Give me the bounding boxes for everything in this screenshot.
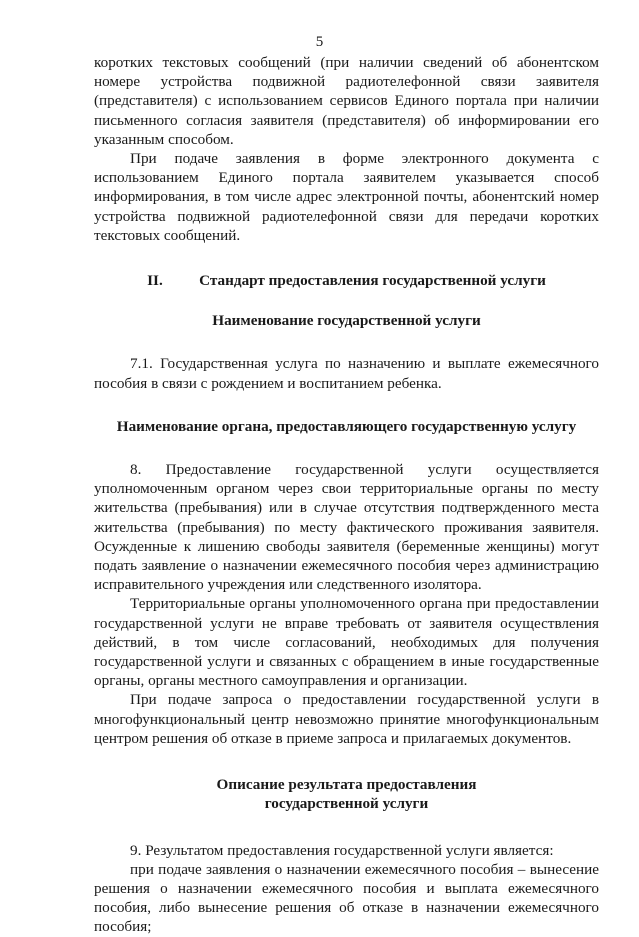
paragraph-9: 9. Результатом предоставления государственной услуги является: [130,841,554,859]
heading-result-line-2: государственной услуги [264,795,429,813]
paragraph-sms-continuation: коротких текстовых сообщений (при наличии сведений об абонентском номере устройства подвижной радиотелефонной связи заявителя (представителя) с использованием сервисов Единого портала при наличии письменного согласия заявителя (представителя) об информировании его указанным способом. [94,54,599,148]
section-number: II. [147,272,163,290]
heading-result [94,775,599,813]
paragraph-7-1: 7.1. Государственная услуга по назначению и выплате ежемесячного пособия в связи с рождением и воспитанием ребенка. [94,355,599,392]
heading-service-name: Наименование государственной услуги [212,312,481,330]
heading-authority: Наименование органа, предоставляющего государственную услугу [116,417,577,435]
paragraph-8: 8. Предоставление государственной услуги осуществляется уполномоченным органом через свои территориальные органы по месту жительства (пребывания) или в случае отсутствия подтвержденного места жительства (пребывания) по месту фактического проживания заявителя. Осужденные к лишению свободы заявителя (беременные женщины) могут подать заявление о назначении ежемесячного пособия через администрацию исправительного учреждения или следственного изолятора. [94,461,599,594]
section-heading [94,271,599,290]
page-number: 5 [315,34,324,50]
paragraph-territorial-bodies: Территориальные органы уполномоченного органа при предоставлении государственной услуги не вправе требовать от заявителя осуществления действий, в том числе согласований, необходимых для получения государственной услуги и связанных с обращением в иные государственные органы, органы местного самоуправления и организации. [94,595,599,690]
paragraph-9-result: при подаче заявления о назначении ежемесячного пособия – вынесение решения о назначении ежемесячного пособия и выплата ежемесячного пособия, либо вынесение решения об отказе в назначении ежемесячного пособия; [94,860,599,936]
paragraph-mfc: При подаче запроса о предоставлении государственной услуги в многофункциональный центр невозможно принятие многофункциональным центром решения об отказе в приеме запроса и прилагаемых документов. [94,691,599,747]
heading-result-line-1: Описание результата предоставления [216,776,477,794]
section-title: Стандарт предоставления государственной услуги [199,272,546,290]
document-body [94,33,599,937]
paragraph-electronic-notification: При подаче заявления в форме электронного документа с использованием Единого портала заявителем указывается способ информирования, в том числе адрес электронной почты, абонентский номер устройства подвижной радиотелефонной связи для передачи коротких текстовых сообщений. [94,150,599,244]
